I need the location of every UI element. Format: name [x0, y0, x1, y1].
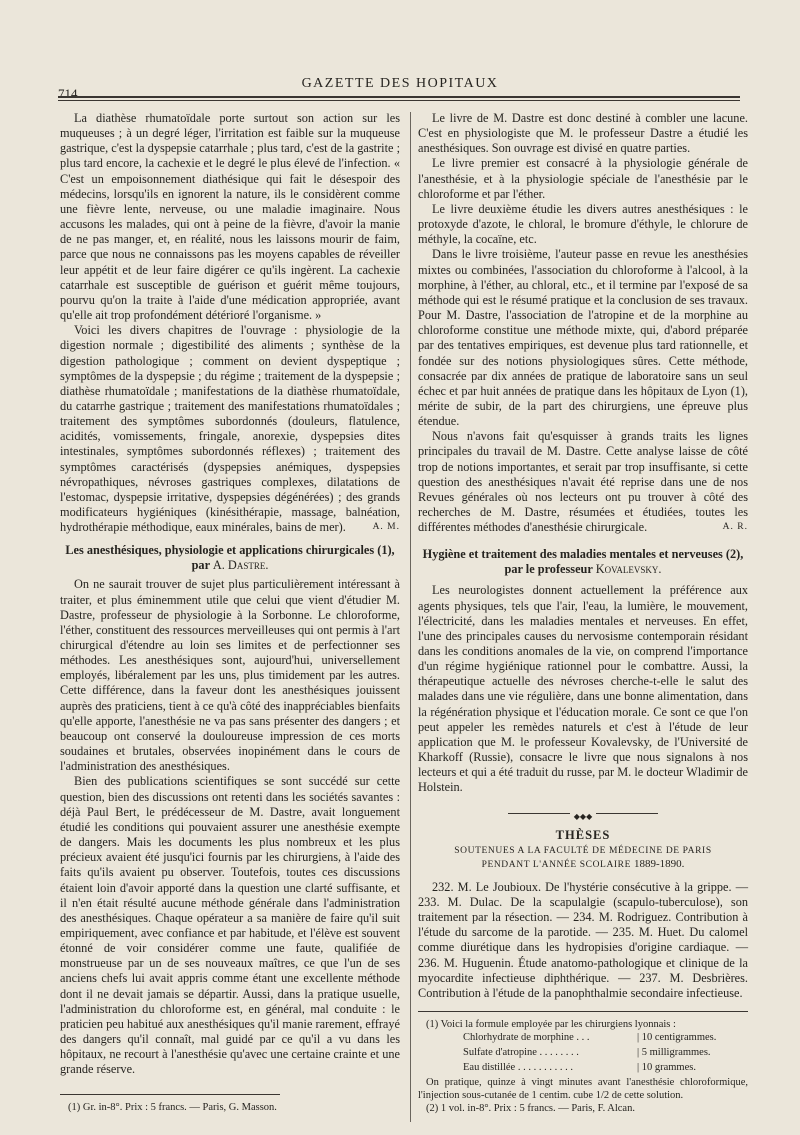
dastre-paragraph-1: Le livre de M. Dastre est donc destiné à combler une lacune. C'est en physiologiste que M. le professeur Dastre a étudié les anesthésiques. Son ouvrage est divisé en quatre parties.: [418, 111, 748, 156]
ornament-divider: ◆◆◆: [418, 808, 748, 818]
theses-subtitle-line-1: SOUTENUES A LA FACULTÉ DE MÉDECINE DE PARIS: [454, 845, 712, 856]
recipe-quantity: | 10 grammes.: [637, 1061, 748, 1074]
intro-paragraph: La diathèse rhumatoïdale porte surtout son action sur les muqueuses ; à un degré léger, l'irritation est faible sur la muqueuse gastrique, c'est la dyspepsie catarrhale ; plus tard, c'est de la gastrite ; plus tard encore, la cachexie et le degré le plus élevé de l'infection. « C'est un empoisonnement diathésique qui fait le désespoir des médecins, lorsqu'ils en ignorent la nature, ils le considèrent comme une fièvre lente, nerveuse, ou une maladie imaginaire. Nous accusons les malades, qui ont à peine de la fièvre, d'avoir la manie de ne pas manger, et, en réalité, nous les laissons mourir de faim, parce que nous ne connaissons pas les moyens capables de réveiller leur appétit et de leur faire digérer ce qu'ils ingèrent. La cachexie catarrhale est susceptible de guérison et guérit même toujours, pourvu qu'on la traite à l'aide d'une médication appropriée, avant qu'elle ait trop profondément détérioré l'organisme. »: [60, 111, 400, 323]
recipe-row: [463, 1031, 748, 1044]
recipe-quantity: | 10 centigrammes.: [637, 1031, 748, 1044]
dastre-paragraph-5: [418, 429, 748, 535]
anesthesia-section-title: [60, 543, 400, 573]
chapters-signature: A. M.: [372, 522, 400, 533]
hygiene-title-text: Hygiène et traitement des maladies mentales et nerveuses (2), par le professeur: [422, 547, 744, 577]
recipe-row: [463, 1046, 748, 1059]
footnote-rule: [60, 1094, 280, 1095]
header-rule: [58, 96, 740, 101]
chapters-paragraph: [60, 323, 400, 535]
anesthesia-title-text: Les anesthésiques, physiologie et applications chirurgicales (1), par: [65, 543, 395, 573]
hygiene-section-title: [418, 547, 748, 577]
footnote-formula-tail: On pratique, quinze à vingt minutes avant l'anesthésie chloroformique, l'injection sous-cutanée de 1 centim. cube 1/2 de cette solution.: [418, 1076, 748, 1101]
theses-subtitle-line-2: [418, 858, 748, 872]
chapters-text: Voici les divers chapitres de l'ouvrage : physiologie de la digestion normale ; digestibilité des aliments ; synthèse de la digestion pathologique ; comment on devient dyspeptique ; symptômes de la dyspepsie ; du régime ; traitement de la dyspepsie ; diathèse rhumatoïdale ; manifestations de la diathèse rhumatoïdale, du catarrhe gastrique ; traitement des manifestations rhumatoïdales ; traitement des symptômes subordonnés (douleurs, flatulence, acidités, vomissements, fringale, anorexie, dyspepsies dites intestinales, symptômes subordonnés réflexes) ; traitement des symptômes caractérisés (dyspepsies anémiques, dyspepsies névropathiques, névroses gastriques complexes, dilatations de l'estomac, dyspepsie irritative, dyspepsies dégénérées) ; des grands modificateurs hygiéniques (kinésithérapie, massage, balnéation, hydrothérapie méthodique, eaux minérales, bains de mer).: [60, 323, 400, 535]
theses-list: 232. M. Le Joubioux. De l'hystérie consécutive à la grippe. — 233. M. Dulac. De la scapulalgie (scapulo-tuberculose), son traitement par la résection. — 234. M. Rodriguez. Contribution à l'étude du sarcome de la parotide. — 235. M. Huet. Du calomel comme diurétique dans les hydropisies d'origine cardiaque. — 236. M. Huguenin. Étude anatomo-pathologique et clinique de la myocardite infectieuse diphthérique. — 237. M. Desbrières. Contribution à l'étude de la panophthalmie secondaire infectieuse.: [418, 879, 748, 1000]
anesthesia-author: A. Dastre.: [212, 558, 269, 573]
recipe-item: Sulfate d'atropine . . . . . . . .: [463, 1046, 579, 1058]
footnote-hygiene-book: (2) 1 vol. in-8°. Prix : 5 francs. — Paris, F. Alcan.: [426, 1102, 635, 1114]
dastre-paragraph-4: Dans le livre troisième, l'auteur passe en revue les anesthésies mixtes ou combinées, l'association du chloroforme à l'alcool, à la morphine, à l'éther, au chloral, etc., et il termine par l'exposé de sa méthode qui est le résumé pratique et la conclusion de ses travaux. Pour M. Dastre, l'association de l'atropine et de la morphine au chloroforme constitue une méthode mixte, qui, d'abord préparée par des tentatives empiriques, est devenue plus tard rationnelle, et fondée sur des notions physiologiques sûres. Cette méthode, consacrée par dix années de pratique de laboratoire sans un seul échec et par huit années de pratique dans les hôpitaux de Lyon (1), mérite de subir, de la part des chirurgiens, une épreuve plus étendue.: [418, 247, 748, 429]
anesthesia-paragraph-2: Bien des publications scientifiques se sont succédé sur cette question, bien des discussions ont retenti dans les sociétés savantes : déjà Paul Bert, le prédécesseur de M. Dastre, avait longuement étudié les conditions qui pouvaient assurer une anesthésie exempte de dangers. Mais les documents les plus nombreux et les plus précieux avaient été jusqu'ici fournis par les chirurgiens, à l'aide des faits qu'ils avaient pu observer. Toutefois, toutes ces discussions étaient loin d'avoir apporté dans la question une clarté suffisante, et il n'en était résulté aucune méthode générale dans l'administration des anesthésiques. Chaque opérateur a sa manière de faire qu'il suit empiriquement, avec confiance et par habitude, et l'élève est souvent étonné de voir considérer comme une faute, qualifiée de monstrueuse par un de ses nouveaux maîtres, ce que l'un de ses anciens chefs lui avait appris comme étant une excellente méthode dont il ne devait jamais se départir. Aussi, dans la pratique usuelle, l'administration du chloroforme est, en général, mal conduite : le praticien peu habitué aux anesthésiques qu'il manie rarement, effrayé des dangers qu'il connaît, mal guidé par ce qu'il a vu dans les hôpitaux, ne recourt à l'anesthésie qu'avec une certaine crainte et une grande réserve.: [60, 774, 400, 1077]
dastre-paragraph-3: Le livre deuxième étudie les divers autres anesthésiques : le protoxyde d'azote, le chloral, le bromure d'éthyle, le chlorure de méthyle, la cocaïne, etc.: [418, 201, 748, 247]
hygiene-author: Kovalevsky.: [595, 562, 662, 577]
theses-title: THÈSES: [555, 827, 611, 842]
theses-subtitle-text: PENDANT L'ANNÉE SCOLAIRE: [481, 859, 632, 870]
recipe-quantity: | 5 milligrammes.: [637, 1046, 748, 1059]
footnotes-right: [418, 1011, 748, 1115]
theses-subtitle: [418, 845, 748, 872]
footnote-left: (1) Gr. in-8°. Prix : 5 francs. — Paris, G. Masson.: [68, 1101, 277, 1113]
dastre-paragraph-2: Le livre premier est consacré à la physiologie générale de l'anesthésie, et à la physiologie spéciale de l'anesthésie par le chloroforme et par l'éther.: [418, 156, 748, 201]
left-column: [60, 111, 400, 1114]
recipe-row: [463, 1061, 748, 1074]
dastre-signature: A. R.: [722, 522, 748, 533]
anesthesia-paragraph-1: On ne saurait trouver de sujet plus particulièrement intéressant à traiter, et plus éminemment utile que celui que vient d'étudier M. Dastre, professeur de physiologie à la Sorbonne. Le chloroforme, l'éther, constituent des ressources merveilleuses qui ont permis à l'art chirurgical d'étendre au loin ses limites et de perfectionner ses méthodes. Les anesthésiques sont, aujourd'hui, universellement employés, libéralement par les uns, plus timidement par les autres. Cette différence, dans la faveur dont les anesthésiques jouissent auprès des praticiens, tient à ce qu'à côté des inappréciables bienfaits qu'elle apporte, l'anesthésie ne va pas sans présenter des dangers ; et beaucoup ont conservé la douloureuse impression de ces morts soudaines et brutales, observées inopinément dans le cours de l'administration des anesthésiques.: [60, 577, 400, 774]
page-number: 714: [58, 86, 78, 101]
footnote-formula: (1) Voici la formule employée par les chirurgiens lyonnais :: [426, 1018, 676, 1030]
journal-title: GAZETTE DES HOPITAUX: [301, 76, 499, 91]
dastre-paragraph-5-text: Nous n'avons fait qu'esquisser à grands traits les lignes principales du travail de M. Dastre. Cette analyse laisse de côté trop de notions importantes, et serait par trop insuffisante, si cette question des anesthésiques n'avait été reprise dans une de nos Revues générales où nos lecteurs ont pu trouver à côté des recherches de M. Dastre, résumées et étudiées, toutes les différentes méthodes d'anesthésie chirurgicale.: [418, 429, 748, 535]
right-column: [418, 111, 748, 1115]
recipe-item: Eau distillée . . . . . . . . . . .: [463, 1061, 573, 1073]
hygiene-paragraph: Les neurologistes donnent actuellement la préférence aux agents physiques, tels que l'air, l'eau, la lumière, le mouvement, l'électricité, dans les maladies mentales et nerveuses. En effet, l'une des principales causes du nervosisme contemporain résidant dans les conditions anomales de la vie, on comprend l'importance d'un régime hygiénique rationnel pour le combattre. Aussi, la thérapeutique actuelle des névroses cherche-t-elle le salut des malades dans une vie régulière, dans une bonne alimentation, dans la régénération physique et l'éducation morale. Ce sont ce que l'on peut appeler les remèdes naturels et c'est à l'étude de leur application que M. le professeur Kovalevsky, de l'Université de Kharkoff (Russie), consacre le livre que nous signalons à nos lecteurs et qui a été traduit du russe, par M. le docteur Wladimir de Holstein.: [418, 583, 748, 795]
column-divider: [410, 112, 411, 1122]
recipe-item: Chlorhydrate de morphine . . .: [463, 1031, 590, 1043]
theses-year: 1889-1890.: [634, 857, 685, 870]
